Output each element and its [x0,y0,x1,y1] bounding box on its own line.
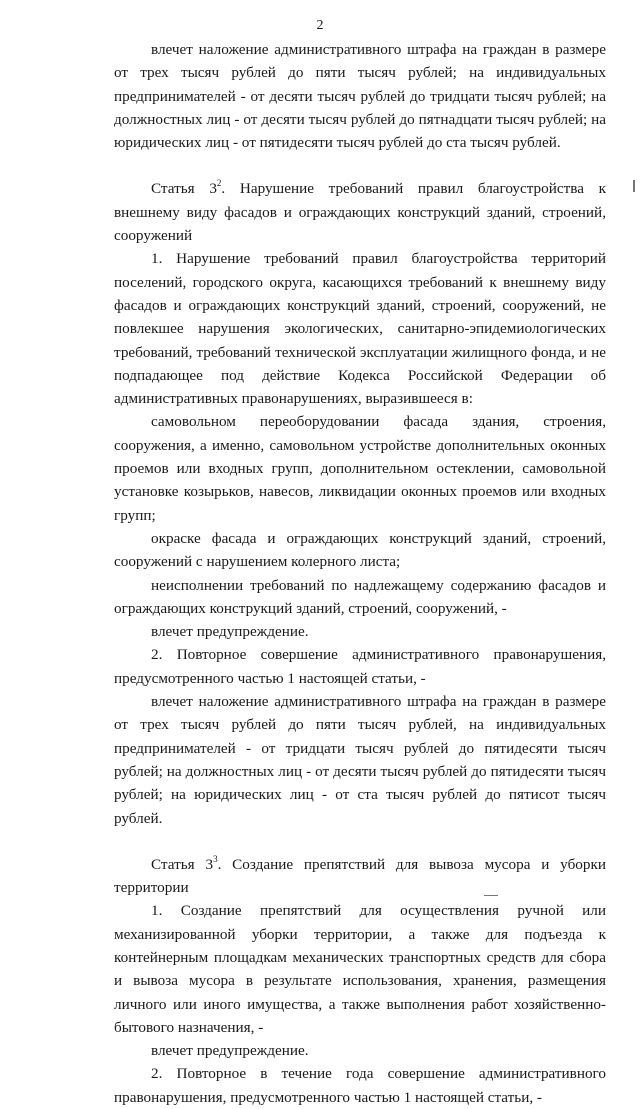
article-prefix: Статья [151,180,210,198]
article-number: 3 [205,855,214,873]
paragraph-part-2: 2. Повторное совершение административного правонарушения, предусмотренного частью 1 настоящей статьи, - [114,646,606,687]
article-heading-3-3 [114,853,606,900]
article-number-sup: 3 [213,853,218,864]
paragraph-part-2: 2. Повторное в течение года совершение административного правонарушения, предусмотренного частью 1 настоящей статьи, - [114,1065,606,1106]
article-number: 3 [209,180,217,198]
article-title: . Нарушение требований правил благоустройства к внешнему виду фасадов и ограждающих конструкций зданий, строений, сооружений [114,180,606,245]
paragraph-fine-repeat: влечет наложение административного штрафа на граждан в размере от трех тысяч рублей до пяти тысяч рублей, на индивидуальных предпринимателей - от тридцати тысяч рублей до пятидесяти тысяч рублей; на должностных лиц - от десяти тысяч рублей до пятидесяти тысяч рублей; на юридических лиц - от ста тысяч рублей до пятисот тысяч рублей. [114,693,606,827]
paragraph-fine-penalty: влечет наложение административного штрафа на граждан в размере от трех тысяч рублей до пяти тысяч рублей; на индивидуальных предпринимателей - от десяти тысяч рублей до тридцати тысяч рублей; на должностных лиц - от десяти тысяч рублей до пятнадцати тысяч рублей; на юридических лиц - от пятидесяти тысяч рублей до ста тысяч рублей. [114,41,606,152]
page-number: 2 [316,18,324,33]
spacer [114,154,606,177]
paragraph-warning: влечет предупреждение. [151,623,309,641]
paragraph-item-reequipment: самовольном переоборудовании фасада здания, строения, сооружения, а именно, самовольном устройстве дополнительных оконных проемов или входных групп, дополнительном остеклении, самовольной установке козырьков, навесов, ликвидации оконных проемов или входных групп; [114,413,606,524]
article-number-sup: 2 [216,178,222,189]
scan-mark [633,180,635,192]
paragraph-item-maintenance: неисполнении требований по надлежащему содержанию фасадов и ограждающих конструкций зданий, строений, сооружений, - [114,576,606,617]
scan-mark [484,895,498,896]
spacer [114,830,606,853]
article-prefix: Статья [151,855,206,873]
paragraph-part-1: 1. Нарушение требований правил благоустройства территорий поселений, городского округа, касающихся требований к внешнему виду фасадов и ограждающих конструкций зданий, строений, сооружений, не повлекшее нарушения экологических, санитарно-эпидемиологических требований, требований технической эксплуатации жилищного фонда, и не подпадающее под действие Кодекса Российской Федерации об административных правонарушениях, выразившееся в: [114,250,606,408]
paragraph-item-painting: окраске фасада и ограждающих конструкций зданий, строений, сооружений с нарушением колерного листа; [114,529,606,571]
article-title: . Создание препятствий для вывоза мусора и уборки территории [114,855,606,897]
article-heading-3-2 [114,177,606,247]
paragraph-warning: влечет предупреждение. [151,1042,309,1060]
paragraph-part-1: 1. Создание препятствий для осуществления ручной или механизированной уборки территории, а также для подъезда к контейнерным площадкам механических транспортных средств для сбора и вывоза мусора в результате использования, хранения, размещения личного или иного имущества, а также выполнения работ хозяйственно-бытового назначения, - [114,902,606,1036]
document-body [114,38,606,1109]
